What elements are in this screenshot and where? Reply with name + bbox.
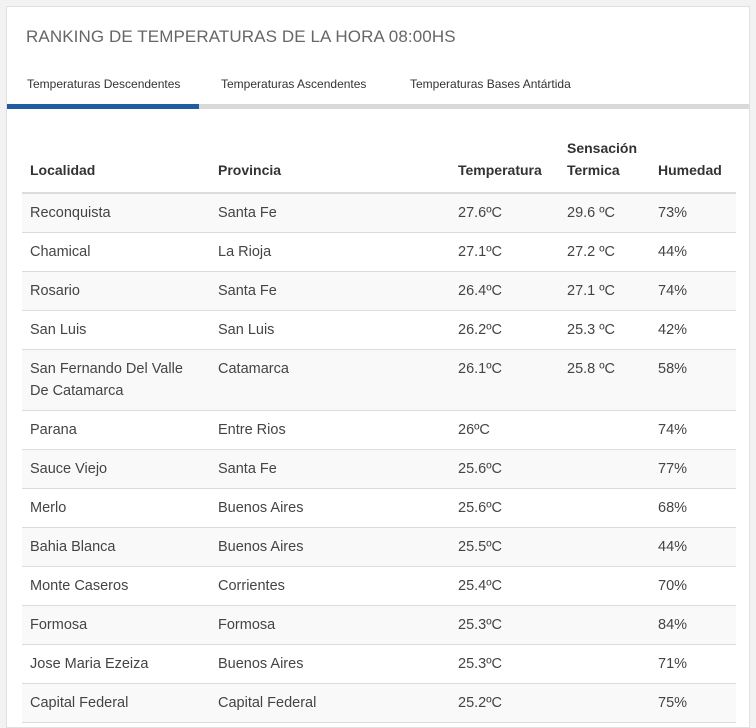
- cell-localidad: Rosario: [22, 272, 210, 311]
- cell-humedad: 73%: [650, 193, 736, 233]
- cell-temperatura: 25.3ºC: [450, 645, 559, 684]
- cell-provincia: Entre Rios: [210, 411, 450, 450]
- cell-humedad: 58%: [650, 350, 736, 411]
- cell-localidad: Merlo: [22, 489, 210, 528]
- cell-humedad: 75%: [650, 684, 736, 723]
- cell-provincia: Santa Fe: [210, 193, 450, 233]
- table-row: [22, 645, 736, 684]
- ranking-panel: [6, 6, 750, 728]
- tab-temperaturas-bases-antartida[interactable]: Temperaturas Bases Antártida: [410, 77, 571, 91]
- cell-sensacion: 29.6 ºC: [559, 193, 650, 233]
- cell-localidad: Sauce Viejo: [22, 450, 210, 489]
- header-provincia: Provincia: [210, 137, 450, 193]
- cell-localidad: Jose Maria Ezeiza: [22, 645, 210, 684]
- cell-provincia: La Rioja: [210, 233, 450, 272]
- cell-provincia: Santa Fe: [210, 450, 450, 489]
- ranking-table: [22, 137, 736, 723]
- table-row: [22, 233, 736, 272]
- cell-sensacion: 27.1 ºC: [559, 272, 650, 311]
- table-row: [22, 272, 736, 311]
- tab-temperaturas-descendentes[interactable]: Temperaturas Descendentes: [27, 77, 181, 91]
- cell-humedad: 84%: [650, 606, 736, 645]
- cell-sensacion: [559, 567, 650, 606]
- table-row: [22, 450, 736, 489]
- cell-sensacion: [559, 450, 650, 489]
- header-sensacion-termica: [559, 137, 650, 193]
- table-row: [22, 411, 736, 450]
- cell-temperatura: 25.5ºC: [450, 528, 559, 567]
- table-header-row: [22, 137, 736, 193]
- cell-localidad: Bahia Blanca: [22, 528, 210, 567]
- cell-sensacion: [559, 684, 650, 723]
- active-tab-indicator: [7, 104, 199, 109]
- table-row: [22, 606, 736, 645]
- cell-sensacion: [559, 489, 650, 528]
- cell-sensacion: [559, 411, 650, 450]
- cell-provincia: Formosa: [210, 606, 450, 645]
- table-row: [22, 193, 736, 233]
- cell-provincia: Corrientes: [210, 567, 450, 606]
- table-row: [22, 567, 736, 606]
- cell-localidad: Capital Federal: [22, 684, 210, 723]
- cell-temperatura: 26.1ºC: [450, 350, 559, 411]
- cell-sensacion: [559, 528, 650, 567]
- cell-humedad: 70%: [650, 567, 736, 606]
- cell-temperatura: 26ºC: [450, 411, 559, 450]
- cell-localidad: Monte Caseros: [22, 567, 210, 606]
- cell-humedad: 74%: [650, 411, 736, 450]
- cell-humedad: 44%: [650, 528, 736, 567]
- cell-sensacion: [559, 645, 650, 684]
- cell-temperatura: 25.3ºC: [450, 606, 559, 645]
- header-sensacion-line2: Termica: [567, 162, 620, 178]
- cell-sensacion: 25.8 ºC: [559, 350, 650, 411]
- cell-sensacion: 27.2 ºC: [559, 233, 650, 272]
- cell-temperatura: 25.4ºC: [450, 567, 559, 606]
- table-row: [22, 311, 736, 350]
- cell-provincia: Buenos Aires: [210, 489, 450, 528]
- cell-sensacion: 25.3 ºC: [559, 311, 650, 350]
- cell-localidad: Formosa: [22, 606, 210, 645]
- cell-humedad: 74%: [650, 272, 736, 311]
- cell-provincia: Catamarca: [210, 350, 450, 411]
- cell-temperatura: 27.1ºC: [450, 233, 559, 272]
- cell-humedad: 42%: [650, 311, 736, 350]
- cell-provincia: Buenos Aires: [210, 645, 450, 684]
- cell-temperatura: 25.2ºC: [450, 684, 559, 723]
- cell-sensacion: [559, 606, 650, 645]
- cell-localidad: Reconquista: [22, 193, 210, 233]
- ranking-table-container: [22, 137, 736, 723]
- tab-temperaturas-ascendentes[interactable]: Temperaturas Ascendentes: [221, 77, 367, 91]
- table-row: [22, 684, 736, 723]
- cell-temperatura: 26.2ºC: [450, 311, 559, 350]
- cell-provincia: San Luis: [210, 311, 450, 350]
- header-temperatura: Temperatura: [450, 137, 559, 193]
- cell-localidad: San Fernando Del Valle De Catamarca: [22, 350, 210, 411]
- cell-humedad: 77%: [650, 450, 736, 489]
- cell-localidad: Chamical: [22, 233, 210, 272]
- table-row: [22, 528, 736, 567]
- cell-humedad: 68%: [650, 489, 736, 528]
- cell-localidad: Parana: [22, 411, 210, 450]
- header-sensacion-line1: Sensación: [567, 140, 638, 156]
- cell-temperatura: 25.6ºC: [450, 489, 559, 528]
- cell-humedad: 44%: [650, 233, 736, 272]
- cell-temperatura: 27.6ºC: [450, 193, 559, 233]
- cell-localidad: San Luis: [22, 311, 210, 350]
- cell-provincia: Santa Fe: [210, 272, 450, 311]
- cell-temperatura: 26.4ºC: [450, 272, 559, 311]
- cell-provincia: Buenos Aires: [210, 528, 450, 567]
- table-body: [22, 193, 736, 723]
- table-row: [22, 489, 736, 528]
- page-title: RANKING DE TEMPERATURAS DE LA HORA 08:00HS: [26, 27, 456, 46]
- cell-provincia: Capital Federal: [210, 684, 450, 723]
- cell-temperatura: 25.6ºC: [450, 450, 559, 489]
- header-humedad: Humedad: [650, 137, 736, 193]
- header-localidad: Localidad: [22, 137, 210, 193]
- cell-humedad: 71%: [650, 645, 736, 684]
- table-row: [22, 350, 736, 411]
- tab-bar: [7, 67, 750, 109]
